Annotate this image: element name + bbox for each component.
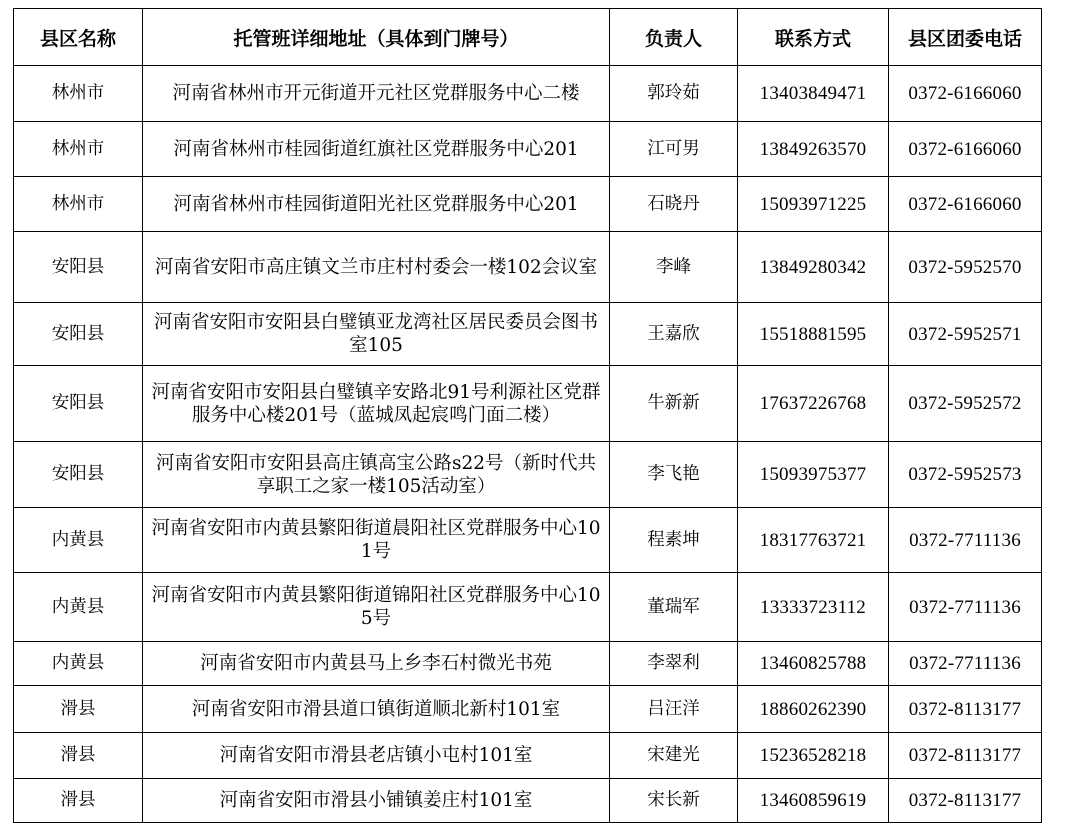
office-phone-cell: 0372-7711136 bbox=[889, 508, 1042, 573]
person-cell: 李翠利 bbox=[610, 642, 738, 686]
table-body bbox=[14, 66, 1042, 823]
person-cell: 吕汪洋 bbox=[610, 686, 738, 733]
contact-cell: 13403849471 bbox=[738, 66, 889, 122]
office-phone-cell: 0372-7711136 bbox=[889, 642, 1042, 686]
person-cell: 牛新新 bbox=[610, 366, 738, 442]
address-cell: 河南省安阳市内黄县马上乡李石村微光书苑 bbox=[143, 642, 610, 686]
office-phone-cell: 0372-5952573 bbox=[889, 442, 1042, 508]
header-county: 县区名称 bbox=[14, 9, 143, 66]
county-cell: 内黄县 bbox=[14, 573, 143, 642]
address-cell: 河南省安阳市内黄县繁阳街道晨阳社区党群服务中心101号 bbox=[143, 508, 610, 573]
contact-cell: 13849263570 bbox=[738, 122, 889, 177]
office-phone-cell: 0372-6166060 bbox=[889, 122, 1042, 177]
person-cell: 李飞艳 bbox=[610, 442, 738, 508]
table-header bbox=[14, 9, 1042, 66]
county-cell: 内黄县 bbox=[14, 642, 143, 686]
contact-cell: 17637226768 bbox=[738, 366, 889, 442]
person-cell: 宋建光 bbox=[610, 733, 738, 779]
county-cell: 林州市 bbox=[14, 122, 143, 177]
county-cell: 滑县 bbox=[14, 686, 143, 733]
contact-cell: 18860262390 bbox=[738, 686, 889, 733]
county-cell: 安阳县 bbox=[14, 442, 143, 508]
header-row bbox=[14, 9, 1042, 66]
address-cell: 河南省林州市开元街道开元社区党群服务中心二楼 bbox=[143, 66, 610, 122]
header-office-phone: 县区团委电话 bbox=[889, 9, 1042, 66]
county-cell: 安阳县 bbox=[14, 232, 143, 303]
address-cell: 河南省林州市桂园街道红旗社区党群服务中心201 bbox=[143, 122, 610, 177]
address-cell: 河南省安阳市内黄县繁阳街道锦阳社区党群服务中心105号 bbox=[143, 573, 610, 642]
address-cell: 河南省安阳市安阳县白璧镇辛安路北91号利源社区党群服务中心楼201号（蓝城凤起宸鸣门面二楼） bbox=[143, 366, 610, 442]
contact-cell: 18317763721 bbox=[738, 508, 889, 573]
contact-cell: 13333723112 bbox=[738, 573, 889, 642]
office-phone-cell: 0372-7711136 bbox=[889, 573, 1042, 642]
person-cell: 石晓丹 bbox=[610, 177, 738, 232]
person-cell: 王嘉欣 bbox=[610, 303, 738, 366]
address-cell: 河南省安阳市滑县小铺镇姜庄村101室 bbox=[143, 779, 610, 823]
table-row bbox=[14, 177, 1042, 232]
address-cell: 河南省安阳市滑县老店镇小屯村101室 bbox=[143, 733, 610, 779]
table-row bbox=[14, 232, 1042, 303]
address-cell: 河南省安阳市安阳县白璧镇亚龙湾社区居民委员会图书室105 bbox=[143, 303, 610, 366]
county-cell: 内黄县 bbox=[14, 508, 143, 573]
person-cell: 程素坤 bbox=[610, 508, 738, 573]
contact-cell: 13460859619 bbox=[738, 779, 889, 823]
table-row bbox=[14, 66, 1042, 122]
county-cell: 滑县 bbox=[14, 779, 143, 823]
table-row bbox=[14, 573, 1042, 642]
office-phone-cell: 0372-6166060 bbox=[889, 177, 1042, 232]
county-cell: 安阳县 bbox=[14, 303, 143, 366]
table-row bbox=[14, 508, 1042, 573]
person-cell: 李峰 bbox=[610, 232, 738, 303]
table-row bbox=[14, 442, 1042, 508]
office-phone-cell: 0372-8113177 bbox=[889, 686, 1042, 733]
person-cell: 江可男 bbox=[610, 122, 738, 177]
person-cell: 董瑞军 bbox=[610, 573, 738, 642]
contact-cell: 13849280342 bbox=[738, 232, 889, 303]
table-container bbox=[13, 8, 1042, 823]
contact-cell: 15518881595 bbox=[738, 303, 889, 366]
contact-cell: 13460825788 bbox=[738, 642, 889, 686]
header-contact: 联系方式 bbox=[738, 9, 889, 66]
table-row bbox=[14, 366, 1042, 442]
table-row bbox=[14, 122, 1042, 177]
office-phone-cell: 0372-8113177 bbox=[889, 779, 1042, 823]
table-row bbox=[14, 642, 1042, 686]
contact-cell: 15236528218 bbox=[738, 733, 889, 779]
county-cell: 安阳县 bbox=[14, 366, 143, 442]
county-cell: 林州市 bbox=[14, 66, 143, 122]
office-phone-cell: 0372-8113177 bbox=[889, 733, 1042, 779]
contact-cell: 15093975377 bbox=[738, 442, 889, 508]
county-cell: 林州市 bbox=[14, 177, 143, 232]
address-cell: 河南省安阳市高庄镇文兰市庄村村委会一楼102会议室 bbox=[143, 232, 610, 303]
header-address: 托管班详细地址（具体到门牌号） bbox=[143, 9, 610, 66]
office-phone-cell: 0372-5952572 bbox=[889, 366, 1042, 442]
table-row bbox=[14, 779, 1042, 823]
office-phone-cell: 0372-5952570 bbox=[889, 232, 1042, 303]
childcare-class-table bbox=[13, 8, 1042, 823]
person-cell: 宋长新 bbox=[610, 779, 738, 823]
county-cell: 滑县 bbox=[14, 733, 143, 779]
table-row bbox=[14, 686, 1042, 733]
address-cell: 河南省安阳市安阳县高庄镇高宝公路s22号（新时代共享职工之家一楼105活动室） bbox=[143, 442, 610, 508]
office-phone-cell: 0372-5952571 bbox=[889, 303, 1042, 366]
address-cell: 河南省安阳市滑县道口镇街道顺北新村101室 bbox=[143, 686, 610, 733]
address-cell: 河南省林州市桂园街道阳光社区党群服务中心201 bbox=[143, 177, 610, 232]
header-person: 负责人 bbox=[610, 9, 738, 66]
person-cell: 郭玲茹 bbox=[610, 66, 738, 122]
office-phone-cell: 0372-6166060 bbox=[889, 66, 1042, 122]
table-row bbox=[14, 733, 1042, 779]
table-row bbox=[14, 303, 1042, 366]
contact-cell: 15093971225 bbox=[738, 177, 889, 232]
